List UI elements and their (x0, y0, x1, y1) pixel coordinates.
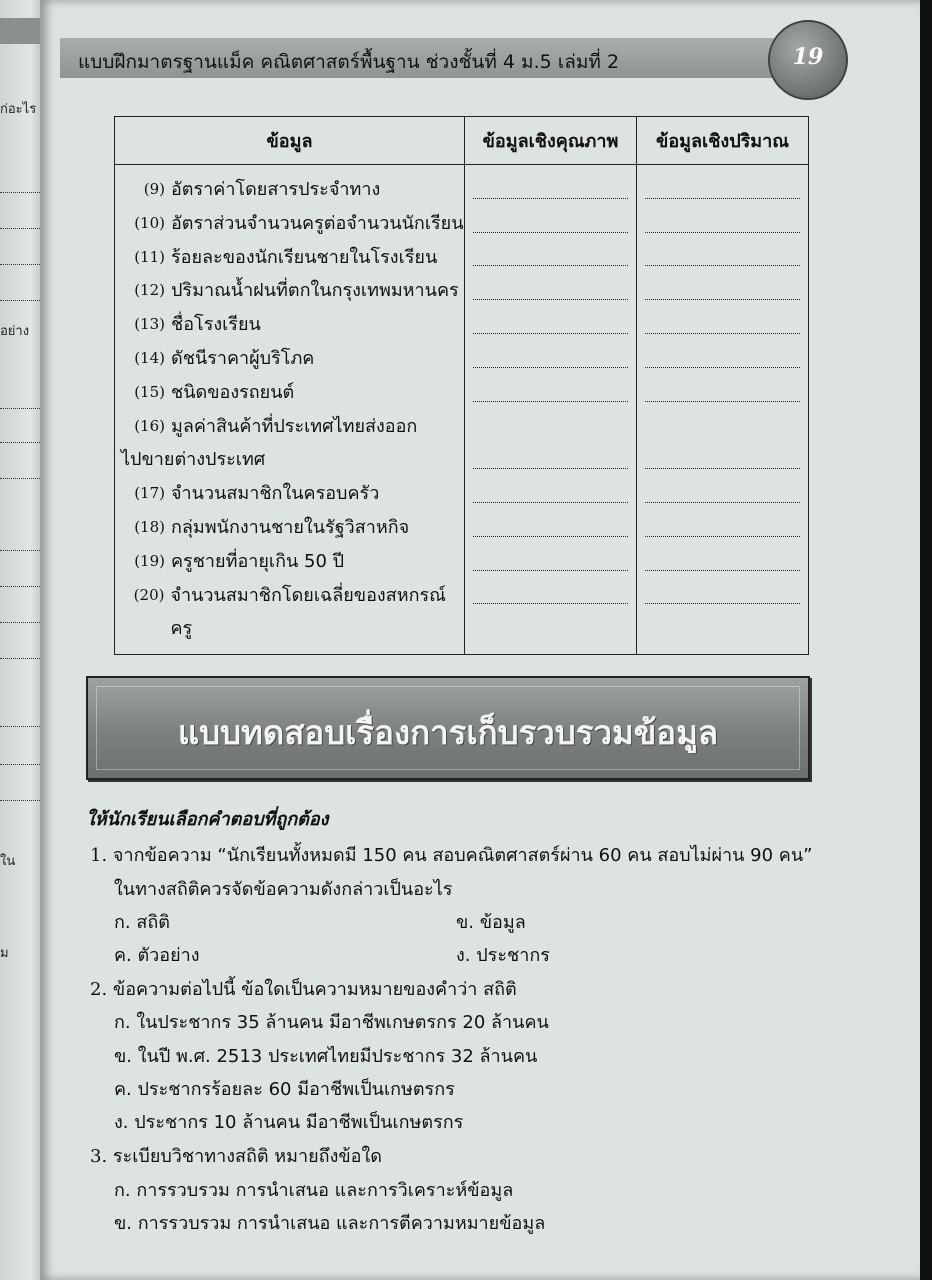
table-header-qualitative: ข้อมูลเชิงคุณภาพ (465, 117, 637, 165)
left-page-dotline (0, 586, 40, 587)
choice-d[interactable]: ง. ประชากร (456, 945, 550, 966)
item-text: กลุ่มพนักงานชายในรัฐวิสาหกิจ (171, 516, 410, 538)
question-text: ข้อความต่อไปนี้ ข้อใดเป็นความหมายของคำว่า สถิติ (112, 979, 517, 1000)
left-page-dotline (0, 192, 40, 193)
quantitative-answer-blank[interactable] (645, 266, 800, 300)
qualitative-answer-blank[interactable] (473, 435, 628, 469)
question-number: 1. (90, 845, 108, 866)
data-classification-table (114, 116, 809, 655)
qualitative-answer-blank[interactable] (473, 469, 628, 503)
qualitative-answer-blank[interactable] (473, 334, 628, 368)
qualitative-answer-column (465, 165, 637, 655)
qualitative-answer-blank[interactable] (473, 266, 628, 300)
table-item (115, 545, 464, 579)
qualitative-answer-blank[interactable] (473, 368, 628, 402)
choice-a[interactable]: ก. สถิติ (114, 912, 170, 933)
page-gutter-shadow (920, 0, 932, 1280)
section-banner (86, 676, 810, 780)
quantitative-answer-column (637, 165, 809, 655)
left-page-dotline (0, 442, 40, 443)
quantitative-answer-blank[interactable] (645, 503, 800, 537)
item-number: (12) (134, 281, 165, 300)
item-text: อัตราส่วนจำนวนครูต่อจำนวนนักเรียน (171, 212, 464, 234)
item-number: (11) (134, 247, 165, 266)
left-page-dotline (0, 264, 40, 265)
page-number: 19 (792, 44, 824, 70)
choice-b[interactable]: ข. ข้อมูล (456, 912, 526, 933)
left-page-dotline (0, 550, 40, 551)
left-page-header-strip (0, 18, 44, 44)
item-text: ชื่อโรงเรียน (171, 314, 261, 336)
choice-a[interactable]: ก. ในประชากร 35 ล้านคน มีอาชีพเกษตรกร 20 ล้านคน (114, 1012, 549, 1033)
table-header-quantitative: ข้อมูลเชิงปริมาณ (637, 117, 809, 165)
item-number: (16) (134, 416, 165, 435)
choice-c[interactable]: ค. ตัวอย่าง (114, 945, 200, 966)
choice-b[interactable]: ข. การรวบรวม การนำเสนอ และการตีความหมายข้อมูล (114, 1213, 546, 1234)
quantitative-answer-blank[interactable] (645, 233, 800, 267)
item-text-cont: ไปขายต่างประเทศ (121, 449, 266, 471)
item-text: อัตราค่าโดยสารประจำทาง (171, 179, 381, 200)
item-number: (15) (134, 382, 165, 401)
qualitative-answer-blank[interactable] (473, 571, 628, 605)
left-page-dotline (0, 408, 40, 409)
table-item (115, 410, 464, 444)
quantitative-answer-blank[interactable] (645, 300, 800, 334)
table-item (115, 579, 464, 647)
question-number: 2. (90, 979, 108, 1000)
item-number: (14) (134, 348, 165, 367)
item-text: จำนวนสมาชิกโดยเฉลี่ยของสหกรณ์ครู (170, 584, 446, 640)
left-page-dotline (0, 478, 40, 479)
quantitative-answer-blank[interactable] (645, 368, 800, 402)
table-item (115, 274, 464, 308)
qualitative-answer-blank[interactable] (473, 233, 628, 267)
left-page-dotline (0, 228, 40, 229)
choice-d[interactable]: ง. ประชากร 10 ล้านคน มีอาชีพเป็นเกษตรกร (114, 1112, 464, 1133)
question-text: ระเบียบวิชาทางสถิติ หมายถึงข้อใด (112, 1146, 382, 1167)
table-header-data: ข้อมูล (115, 117, 465, 165)
item-text: ชนิดของรถยนต์ (171, 381, 295, 403)
table-item (115, 308, 464, 342)
qualitative-answer-blank[interactable] (473, 165, 628, 199)
left-page-fragment: ใน (0, 854, 16, 869)
page-number-badge (768, 20, 848, 100)
qualitative-answer-blank[interactable] (473, 199, 628, 233)
item-text: จำนวนสมาชิกในครอบครัว (171, 483, 380, 505)
item-number: (10) (134, 213, 165, 232)
quantitative-answer-blank[interactable] (645, 571, 800, 605)
item-number: (20) (133, 585, 165, 604)
table-item (115, 207, 464, 241)
question-3 (90, 1141, 382, 1170)
question-text-cont: ในทางสถิติควรจัดข้อความดังกล่าวเป็นอะไร (114, 879, 453, 900)
item-text: ร้อยละของนักเรียนชายในโรงเรียน (171, 246, 438, 268)
instruction-text: ให้นักเรียนเลือกคำตอบที่ถูกต้อง (86, 809, 329, 830)
quantitative-answer-blank[interactable] (645, 165, 800, 199)
running-header (60, 38, 822, 78)
quantitative-answer-blank (645, 402, 800, 436)
item-number: (9) (143, 180, 165, 198)
item-text: ครูชายที่อายุเกิน 50 ปี (171, 550, 345, 572)
left-page-fragment: อย่าง (0, 324, 30, 339)
table-item (115, 477, 464, 511)
left-page-dotline (0, 726, 40, 727)
left-page-dotline (0, 658, 40, 659)
choice-b[interactable]: ข. ในปี พ.ศ. 2513 ประเทศไทยมีประชากร 32 ล้านคน (114, 1046, 538, 1067)
item-text: ปริมาณน้ำฝนที่ตกในกรุงเทพมหานคร (171, 280, 459, 302)
item-number: (17) (134, 484, 165, 503)
left-page-dotline (0, 622, 40, 623)
table-item (115, 173, 464, 207)
table-item (115, 342, 464, 376)
table-item (115, 241, 464, 275)
header-title: แบบฝึกมาตรฐานแม็ค คณิตศาสตร์พื้นฐาน ช่วงชั้นที่ 4 ม.5 เล่มที่ 2 (78, 51, 620, 73)
qualitative-answer-blank (473, 402, 628, 436)
left-page-dotline (0, 300, 40, 301)
item-number: (18) (134, 517, 165, 536)
question-2 (90, 974, 517, 1003)
choice-a[interactable]: ก. การรวบรวม การนำเสนอ และการวิเคราะห์ข้อมูล (114, 1180, 514, 1201)
qualitative-answer-blank[interactable] (473, 537, 628, 571)
table-item (115, 376, 464, 410)
book-page (40, 0, 922, 1280)
left-page-dotline (0, 764, 40, 765)
quantitative-answer-blank[interactable] (645, 537, 800, 571)
question-number: 3. (90, 1146, 108, 1167)
item-text: ดัชนีราคาผู้บริโภค (171, 347, 315, 369)
item-number: (19) (134, 551, 165, 570)
left-page-fragment: ก่อะไร (0, 102, 37, 117)
table-items-column (115, 165, 465, 655)
quantitative-answer-blank[interactable] (645, 199, 800, 233)
qualitative-answer-blank[interactable] (473, 300, 628, 334)
item-text: มูลค่าสินค้าที่ประเทศไทยส่งออก (171, 415, 418, 437)
question-1 (90, 840, 812, 869)
quantitative-answer-blank[interactable] (645, 334, 800, 368)
quantitative-answer-blank[interactable] (645, 469, 800, 503)
choice-c[interactable]: ค. ประชากรร้อยละ 60 มีอาชีพเป็นเกษตรกร (114, 1079, 455, 1100)
qualitative-answer-blank[interactable] (473, 503, 628, 537)
table-item (115, 511, 464, 545)
left-page-dotline (0, 800, 40, 801)
left-page-fragment: ม (0, 946, 9, 961)
section-banner-title: แบบทดสอบเรื่องการเก็บรวบรวมข้อมูล (177, 713, 719, 752)
left-page-edge (0, 0, 44, 1280)
question-text: จากข้อความ “นักเรียนทั้งหมดมี 150 คน สอบคณิตศาสตร์ผ่าน 60 คน สอบไม่ผ่าน 90 คน” (112, 845, 813, 866)
quantitative-answer-blank[interactable] (645, 435, 800, 469)
item-number: (13) (134, 315, 165, 334)
